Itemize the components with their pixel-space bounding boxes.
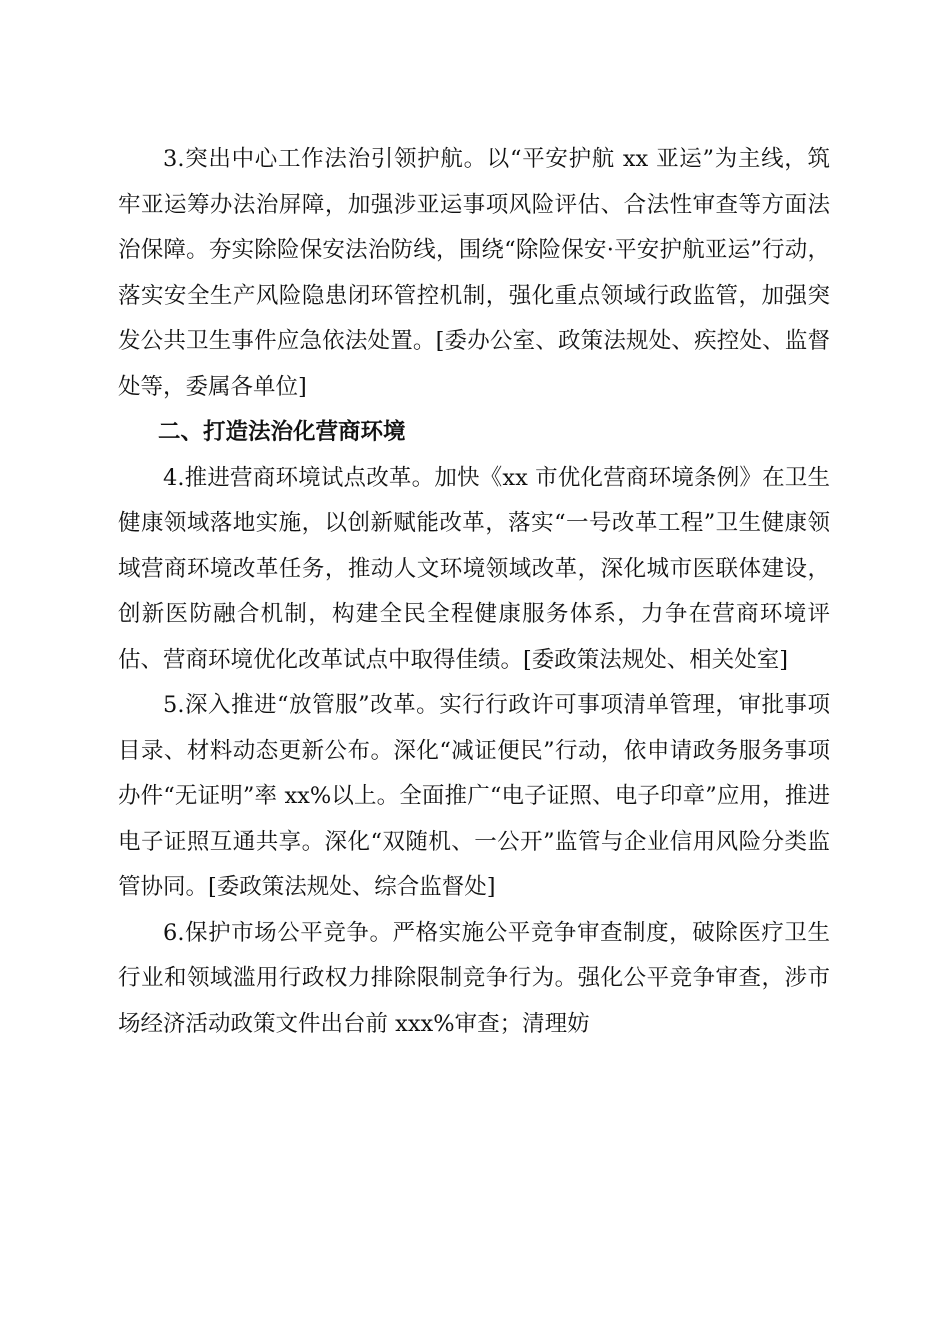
paragraph-3 xyxy=(118,137,830,410)
paragraph-lead: 5.深入推进“放管服”改革。 xyxy=(163,692,440,718)
paragraph-body: 实行行政许可事项清单管理，审批事项目录、材料动态更新公布。深化“减证便民”行动，依申请政务服务事项办件“无证明”率 xx%以上。全面推广“电子证照、电子印章”应用，推进电子证照互通共享。深化“双随机、一公开”监管与企业信用风险分类监管协同。[委政策法规处、综合监督处] xyxy=(118,692,830,900)
paragraph-4 xyxy=(118,456,830,684)
paragraph-body: 以“平安护航 xx 亚运”为主线，筑牢亚运筹办法治屏障，加强涉亚运事项风险评估、合法性审查等方面法治保障。夯实除险保安法治防线，围绕“除险保安·平安护航亚运”行动，落实安全生产风险隐患闭环管控机制，强化重点领域行政监管，加强突发公共卫生事件应急依法处置。[委办公室、政策法规处、疾控处、监督处等，委属各单位] xyxy=(118,146,831,400)
paragraph-body: 加快《xx 市优化营商环境条例》在卫生健康领域落地实施，以创新赋能改革，落实“一号改革工程”卫生健康领域营商环境改革任务，推动人文环境领域改革，深化城市医联体建设，创新医防融合机制，构建全民全程健康服务体系，力争在营商环境评估、营商环境优化改革试点中取得佳绩。[委政策法规处、相关处室] xyxy=(118,464,831,673)
paragraph-lead: 6.保护市场公平竞争。 xyxy=(163,919,393,946)
document-page xyxy=(118,137,830,1047)
paragraph-body: 严格实施公平竞争审查制度，破除医疗卫生行业和领域滥用行政权力排除限制竞争行为。强化公平竞争审查，涉市场经济活动政策文件出台前 xxx%审查；清理妨 xyxy=(118,919,830,1037)
paragraph-6 xyxy=(118,911,830,1048)
paragraph-5 xyxy=(118,683,830,911)
section-heading: 二、打造法治化营商环境 xyxy=(158,419,406,445)
paragraph-lead: 3.突出中心工作法治引领护航。 xyxy=(163,146,487,172)
paragraph-lead: 4.推进营商环境试点改革。 xyxy=(163,464,435,491)
